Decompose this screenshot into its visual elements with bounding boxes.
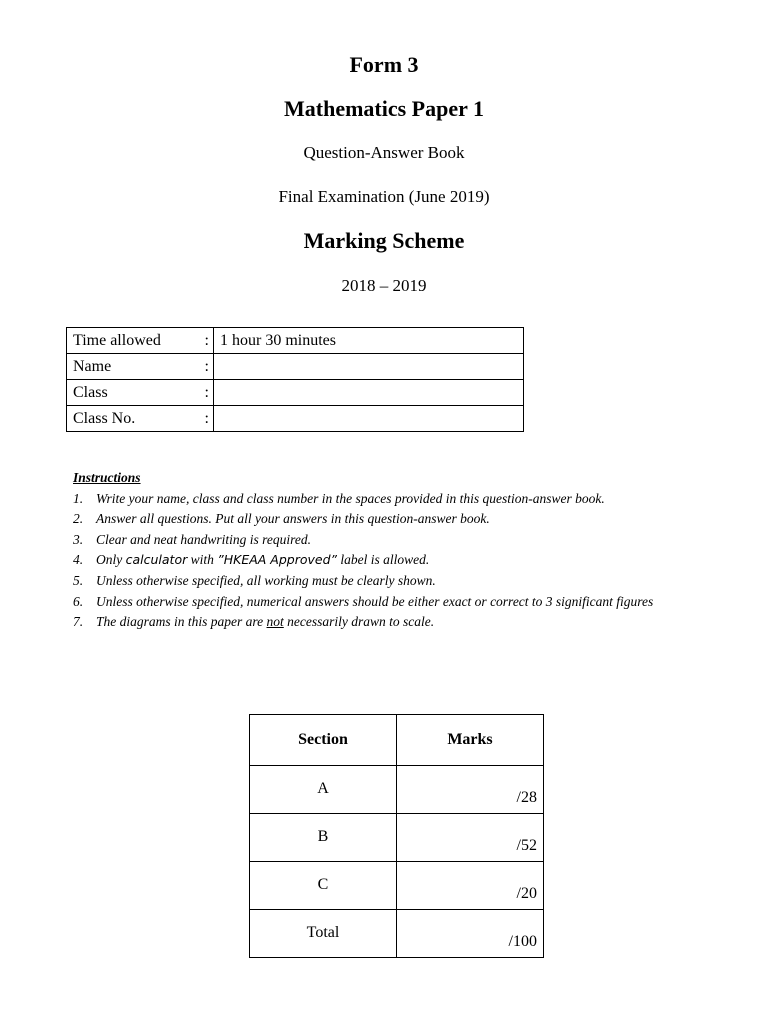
instruction-text-pre: Only (96, 552, 126, 568)
marks-header: Marks (397, 715, 544, 766)
class-no-field[interactable] (214, 406, 524, 432)
info-row-time (67, 328, 524, 354)
class-field[interactable] (214, 380, 524, 406)
instruction-text: Clear and neat handwriting is required. (96, 531, 311, 547)
not-underlined: not (266, 614, 284, 630)
marks-row-total (250, 910, 544, 958)
info-row-class-no (67, 406, 524, 432)
exam-subtitle: Final Examination (June 2019) (278, 187, 490, 206)
info-colon: : (201, 406, 214, 432)
instruction-text-mid: with (187, 552, 218, 568)
calculator-word: calculator (125, 552, 188, 568)
school-year: 2018 – 2019 (341, 276, 427, 295)
marks-cell[interactable]: /20 (397, 862, 544, 910)
instruction-number: 2. (73, 511, 84, 527)
marks-row (250, 814, 544, 862)
marks-table (249, 714, 544, 958)
instruction-item (73, 612, 714, 633)
info-label: Class (67, 380, 202, 406)
instruction-number: 6. (73, 593, 84, 609)
section-label: Total (250, 910, 397, 958)
marking-scheme-title: Marking Scheme (303, 228, 465, 253)
instruction-text: Unless otherwise specified, numerical answers should be either exact or correct to 3 significant figures (96, 593, 654, 609)
marks-header-row (250, 715, 544, 766)
info-label: Class No. (67, 406, 202, 432)
instruction-text: Answer all questions. Put all your answers in this question-answer book. (96, 511, 490, 527)
instruction-number: 3. (73, 531, 84, 547)
time-allowed-value: 1 hour 30 minutes (214, 328, 524, 354)
instruction-item (73, 489, 714, 510)
instruction-item (73, 571, 714, 592)
total-marks-cell[interactable]: /100 (397, 910, 544, 958)
instructions-list (73, 489, 714, 633)
info-colon: : (201, 380, 214, 406)
section-label: B (250, 814, 397, 862)
info-row-class (67, 380, 524, 406)
marks-cell[interactable]: /28 (397, 766, 544, 814)
instruction-number: 5. (73, 572, 84, 588)
section-header: Section (250, 715, 397, 766)
section-label: C (250, 862, 397, 910)
info-colon: : (201, 328, 214, 354)
info-table (66, 327, 524, 432)
instruction-item (73, 550, 714, 571)
instruction-item (73, 530, 714, 551)
marks-row (250, 862, 544, 910)
instruction-item (73, 509, 714, 530)
hkeaa-approved-label: ”HKEAA Approved” (217, 552, 338, 568)
marks-cell[interactable]: /52 (397, 814, 544, 862)
instruction-number: 1. (73, 490, 84, 506)
form-title: Form 3 (349, 52, 419, 77)
instructions-title: Instructions (73, 470, 141, 485)
paper-title: Mathematics Paper 1 (284, 96, 484, 121)
name-field[interactable] (214, 354, 524, 380)
instruction-text: Write your name, class and class number in the spaces provided in this question-answer book. (96, 490, 605, 506)
instruction-text-post: necessarily drawn to scale. (283, 614, 435, 630)
instruction-text-pre: The diagrams in this paper are (96, 614, 267, 630)
instruction-text-post: label is allowed. (337, 552, 430, 568)
instruction-item (73, 592, 714, 613)
book-subtitle: Question-Answer Book (303, 143, 465, 162)
info-label: Name (67, 354, 202, 380)
info-colon: : (201, 354, 214, 380)
instructions (73, 468, 714, 633)
section-label: A (250, 766, 397, 814)
info-label: Time allowed (67, 328, 202, 354)
instruction-number: 7. (73, 614, 84, 630)
instruction-text: Unless otherwise specified, all working must be clearly shown. (96, 572, 436, 588)
marks-row (250, 766, 544, 814)
info-row-name (67, 354, 524, 380)
instruction-number: 4. (73, 552, 84, 568)
